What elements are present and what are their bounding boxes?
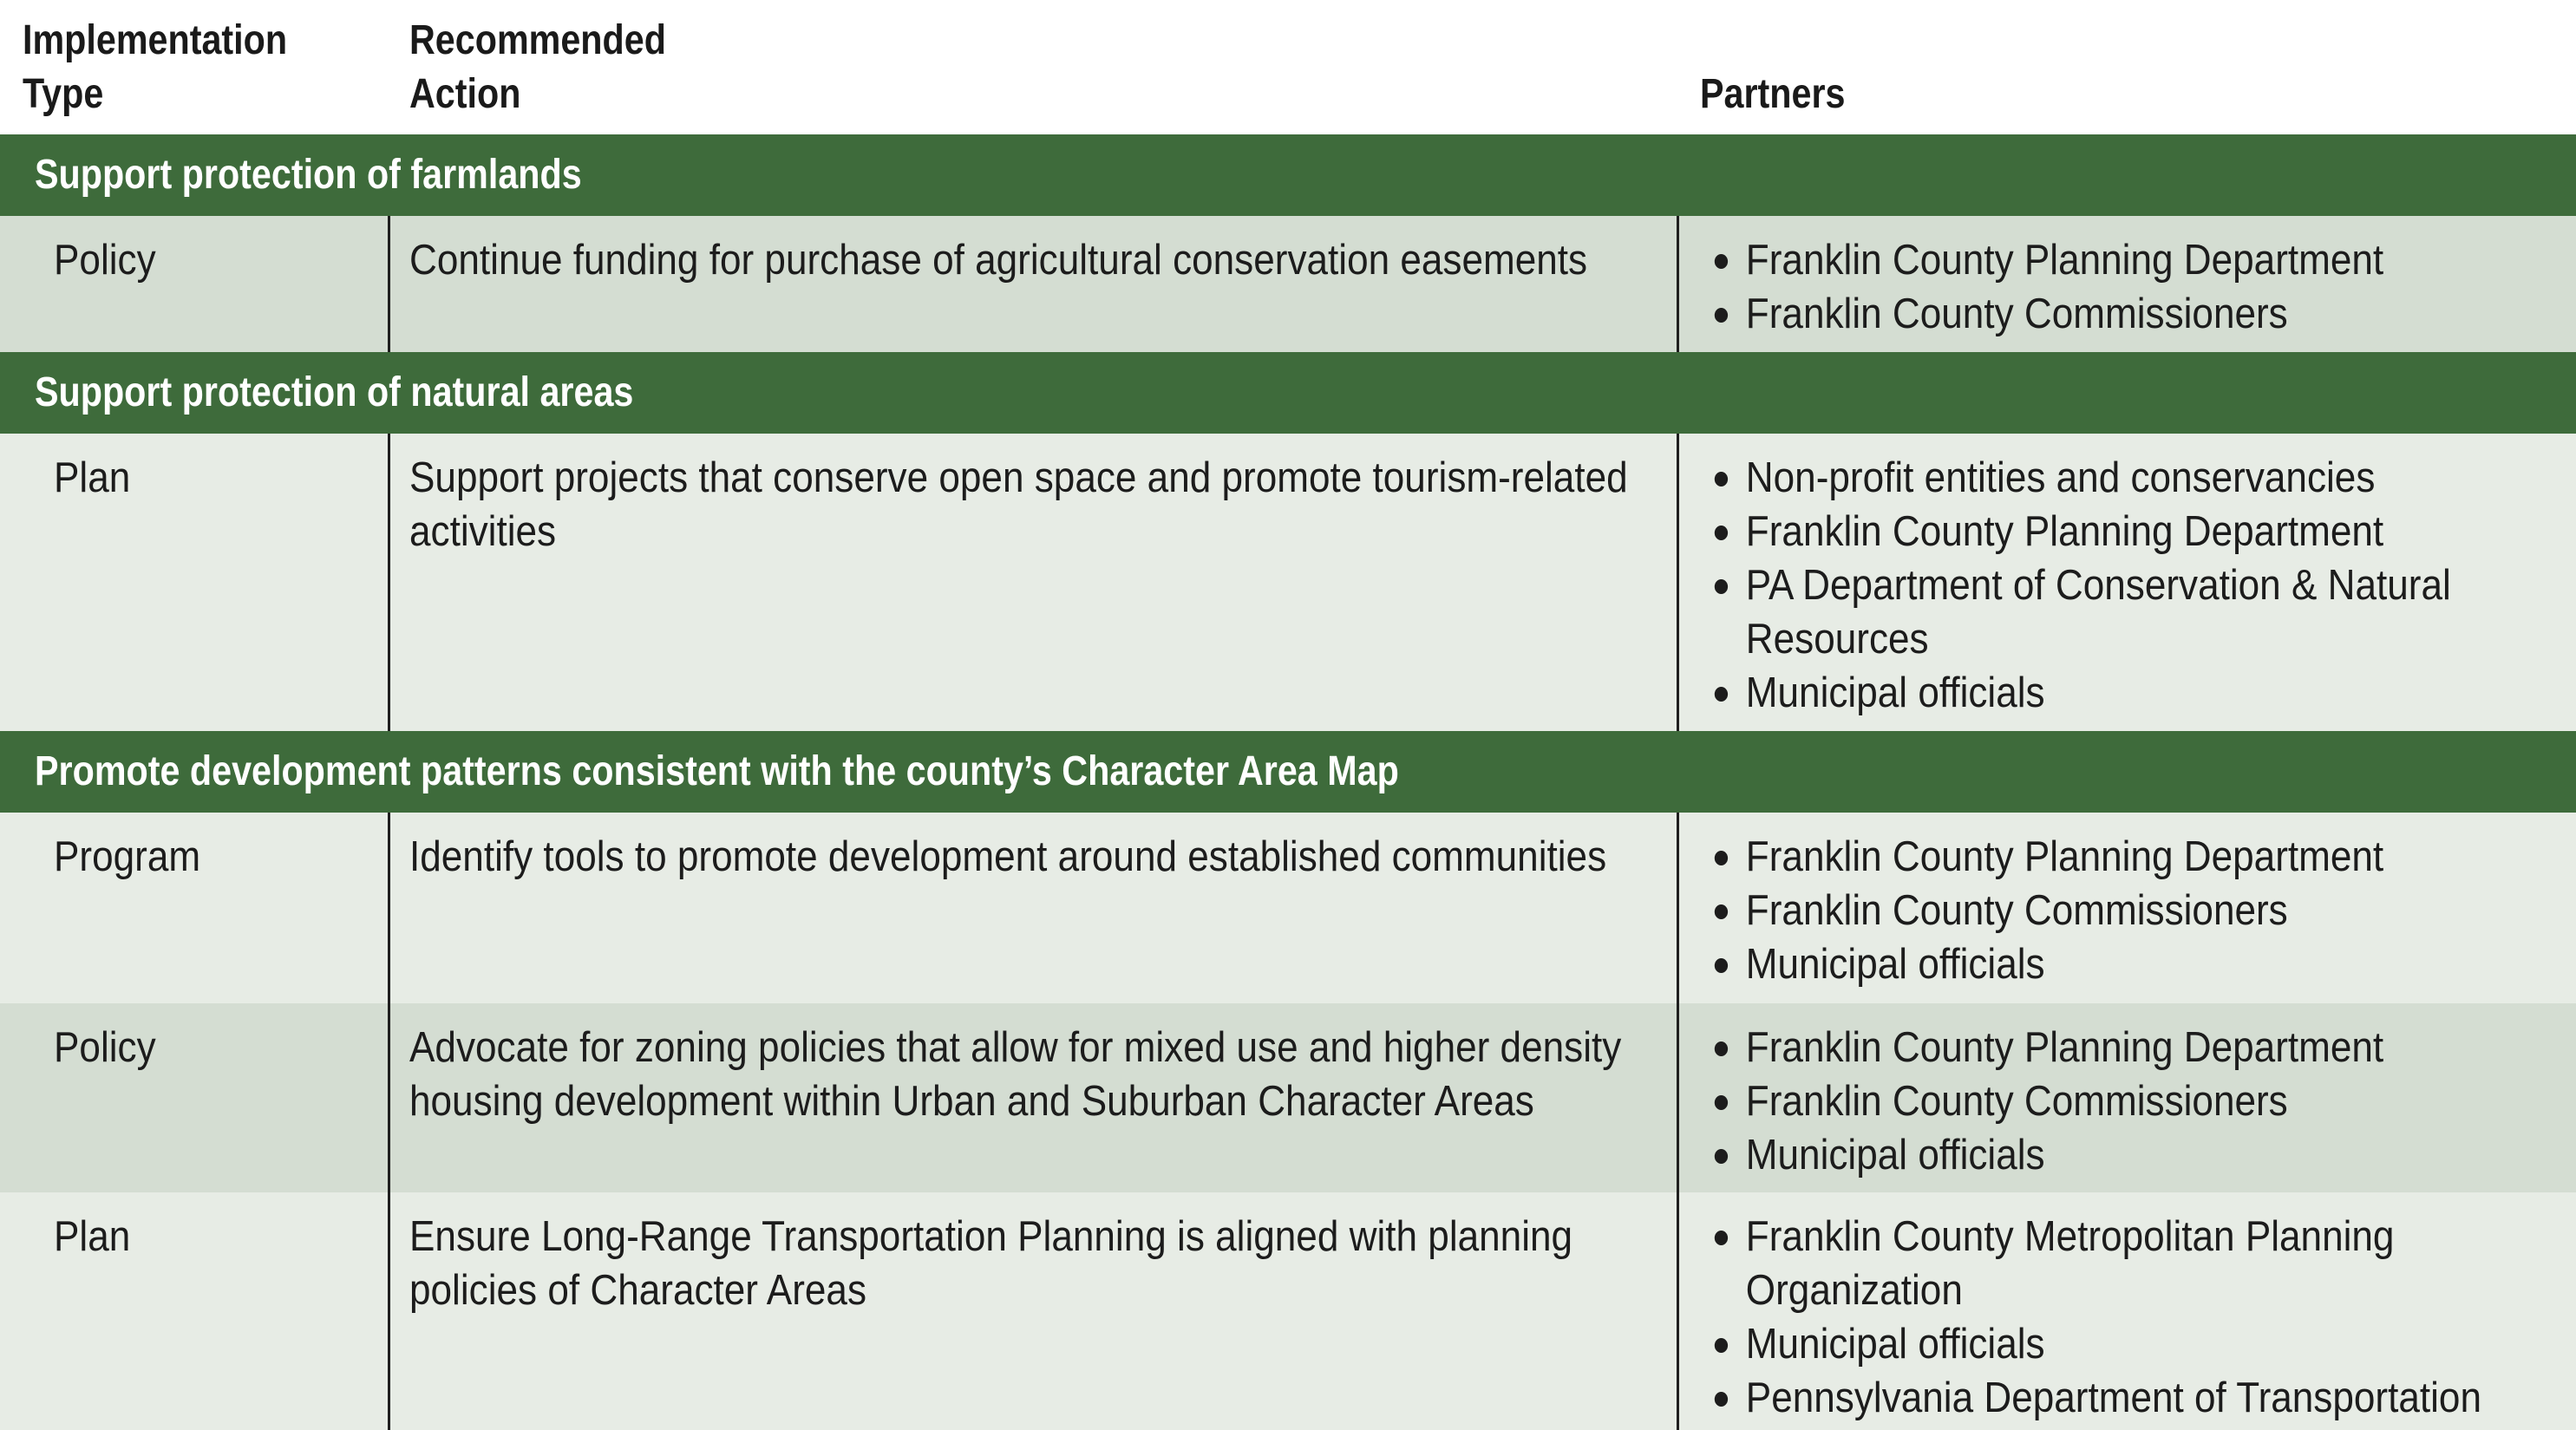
column-divider [1677, 1192, 1679, 1430]
partner-item: Municipal officials [1713, 1128, 2556, 1182]
partner-item: Franklin County Metropolitan Planning Organization [1713, 1210, 2556, 1317]
table-row [0, 1003, 2576, 1192]
header-action-line2: Action [409, 71, 521, 117]
partner-item: Franklin County Planning Department [1713, 1021, 2556, 1074]
partner-item: Franklin County Planning Department [1713, 830, 2556, 884]
partners-list [1713, 1021, 2556, 1182]
header-implementation-type [23, 14, 287, 121]
header-type-line2: Type [23, 71, 104, 117]
section-title: Support protection of farmlands [35, 152, 582, 198]
partners-list [1713, 1210, 2556, 1425]
partner-item: Pennsylvania Department of Transportation [1713, 1371, 2556, 1425]
column-divider [1677, 1003, 1679, 1192]
implementation-type: Program [54, 833, 201, 880]
implementation-type: Plan [54, 454, 131, 501]
table-row [0, 434, 2576, 731]
recommended-action: Identify tools to promote development around established communities [409, 833, 1607, 880]
header-action-line1: Recommended [409, 17, 666, 63]
partner-item: Franklin County Planning Department [1713, 505, 2556, 558]
section-title: Support protection of natural areas [35, 369, 634, 415]
recommended-action: Support projects that conserve open space and promote tourism-related activities [409, 454, 1628, 555]
section-header-development-patterns [0, 731, 2576, 813]
column-divider [1677, 434, 1679, 731]
table-header [0, 0, 2576, 134]
recommended-action: Ensure Long-Range Transportation Planning is aligned with planning policies of Character Areas [409, 1213, 1573, 1314]
partner-item: Franklin County Commissioners [1713, 1074, 2556, 1128]
header-recommended-action [409, 14, 666, 121]
column-divider [388, 434, 390, 731]
partner-item: Franklin County Commissioners [1713, 884, 2556, 937]
section-header-natural-areas [0, 352, 2576, 434]
recommended-action: Advocate for zoning policies that allow for mixed use and higher density housing development within Urban and Suburban Character Areas [409, 1024, 1622, 1125]
implementation-type: Plan [54, 1213, 131, 1260]
table-row [0, 813, 2576, 1003]
column-divider [388, 813, 390, 1003]
partners-list [1713, 451, 2556, 720]
partner-item: Municipal officials [1713, 666, 2556, 720]
column-divider [388, 1192, 390, 1430]
column-divider [388, 1003, 390, 1192]
table-row [0, 216, 2576, 352]
partner-item: Non-profit entities and conservancies [1713, 451, 2556, 505]
column-divider [1677, 216, 1679, 352]
column-divider [1677, 813, 1679, 1003]
partner-item: PA Department of Conservation & Natural Resources [1713, 558, 2556, 666]
partner-item: Municipal officials [1713, 1317, 2556, 1371]
partners-list [1713, 830, 2556, 991]
section-header-farmlands [0, 134, 2576, 216]
table-row [0, 1192, 2576, 1430]
partner-item: Franklin County Commissioners [1713, 287, 2556, 341]
partner-item: Municipal officials [1713, 937, 2556, 991]
partners-list [1713, 233, 2556, 341]
header-type-line1: Implementation [23, 17, 288, 63]
implementation-type: Policy [54, 1024, 156, 1071]
section-title: Promote development patterns consistent with the county’s Character Area Map [35, 748, 1399, 794]
partner-item: Franklin County Planning Department [1713, 233, 2556, 287]
recommended-action: Continue funding for purchase of agricultural conservation easements [409, 237, 1588, 284]
header-partners: Partners [1700, 71, 1846, 117]
implementation-type: Policy [54, 237, 156, 284]
column-divider [388, 216, 390, 352]
